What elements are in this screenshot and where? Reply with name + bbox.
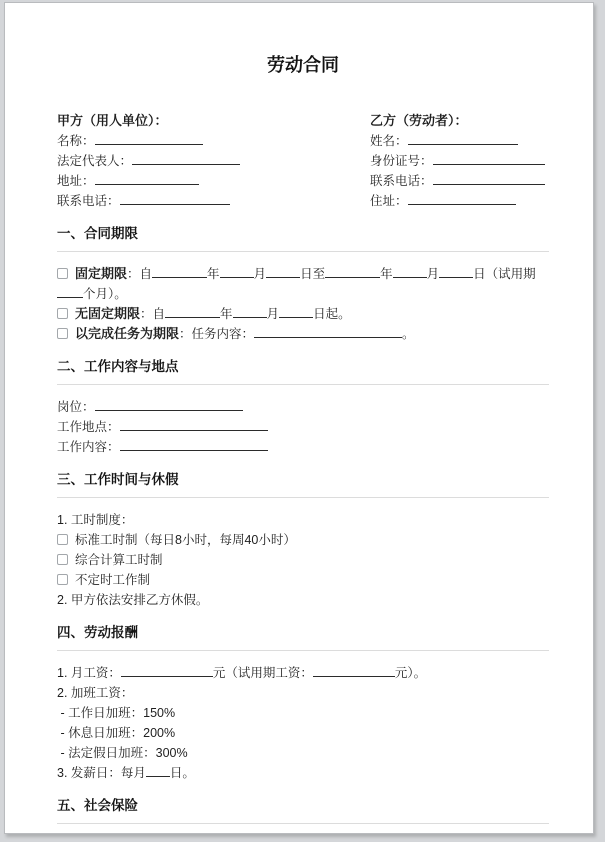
form-line: [57, 683, 549, 703]
section-body: [57, 385, 549, 457]
blank-underline[interactable]: [279, 305, 313, 318]
form-line: [370, 171, 549, 191]
blank-underline[interactable]: [439, 265, 473, 278]
label-text: 元（试用期工资：: [212, 666, 313, 680]
form-line: [57, 570, 549, 590]
label-text: - 法定假日加班：300%: [57, 746, 188, 760]
section-body: [57, 824, 549, 836]
label-text: 身份证号：: [370, 154, 433, 168]
party-b-column: [370, 111, 549, 211]
blank-underline[interactable]: [120, 418, 268, 431]
section-heading: 一、合同期限: [57, 226, 138, 241]
label-text: 联系电话：: [370, 174, 433, 188]
label-text: 日起。: [313, 307, 351, 321]
label-text: 姓名：: [370, 134, 408, 148]
form-line: [57, 397, 549, 417]
label-text: 综合计算工时制: [75, 553, 163, 567]
blank-underline[interactable]: [146, 764, 170, 777]
label-text: 岗位：: [57, 400, 95, 414]
form-line: [57, 131, 370, 151]
form-line: [57, 590, 549, 610]
label-text: ：自: [140, 307, 166, 321]
form-line: [57, 437, 549, 457]
form-line: [370, 191, 549, 211]
section-remuneration: [57, 624, 549, 783]
label-text: 法定代表人：: [57, 154, 133, 168]
label-text: 3. 发薪日：每月: [57, 766, 146, 780]
section-body: [57, 498, 549, 610]
form-line: [57, 171, 370, 191]
form-line: [370, 111, 549, 131]
parties-block: [57, 111, 549, 211]
label-text: 月: [253, 267, 267, 281]
checkbox-icon[interactable]: [57, 328, 68, 339]
label-text: 工作内容：: [57, 440, 120, 454]
blank-underline[interactable]: [220, 265, 254, 278]
checkbox-icon[interactable]: [57, 268, 68, 279]
form-line: [57, 763, 549, 783]
form-line: [57, 663, 549, 683]
form-line: [57, 723, 549, 743]
form-line: [57, 264, 549, 284]
form-line: [57, 111, 370, 131]
section-heading: 四、劳动报酬: [57, 625, 138, 640]
blank-underline[interactable]: [408, 192, 516, 205]
label-text: 元）。: [394, 666, 427, 680]
label-text: 个月）。: [83, 287, 127, 301]
label-text: 年: [207, 267, 220, 281]
form-line: [57, 324, 549, 344]
blank-underline[interactable]: [313, 664, 395, 677]
form-line: [57, 550, 549, 570]
checkbox-icon[interactable]: [57, 554, 68, 565]
label-text: 名称：: [57, 134, 95, 148]
label-text: 日（试用期: [473, 267, 536, 281]
checkbox-icon[interactable]: [57, 534, 68, 545]
label-text: 标准工时制（每日8小时，每周40小时）: [75, 533, 296, 547]
section-contract-term: [57, 225, 549, 344]
section-work-content: [57, 358, 549, 457]
label-text: 年: [220, 307, 233, 321]
blank-underline[interactable]: [433, 152, 545, 165]
form-line: [57, 743, 549, 763]
form-line: [57, 191, 370, 211]
label-text: ：自: [127, 267, 153, 281]
section-body: [57, 651, 549, 783]
label-text: 不定时工作制: [75, 573, 151, 587]
label-text: 2. 加班工资：: [57, 686, 134, 700]
label-text: 日至: [300, 267, 326, 281]
label-text: 。: [402, 327, 415, 341]
label-text: 地址：: [57, 174, 95, 188]
blank-underline[interactable]: [120, 438, 268, 451]
blank-underline[interactable]: [95, 132, 203, 145]
blank-underline[interactable]: [233, 305, 267, 318]
label-text: 日。: [169, 766, 195, 780]
blank-underline[interactable]: [433, 172, 545, 185]
party-a-column: [57, 111, 370, 211]
blank-underline[interactable]: [57, 285, 83, 298]
blank-underline[interactable]: [393, 265, 427, 278]
label-text: ：任务内容：: [179, 327, 255, 341]
blank-underline[interactable]: [120, 192, 230, 205]
label-bold: 甲方（用人单位）：: [57, 113, 168, 128]
label-text: 联系电话：: [57, 194, 120, 208]
checkbox-icon[interactable]: [57, 574, 68, 585]
document-title: 劳动合同: [267, 55, 339, 75]
blank-underline[interactable]: [152, 265, 207, 278]
blank-underline[interactable]: [95, 398, 243, 411]
form-line: [57, 510, 549, 530]
label-text: - 工作日加班：150%: [57, 706, 176, 720]
label-text: 1. 工时制度：: [57, 513, 134, 527]
label-bold: 以完成任务为期限: [75, 326, 180, 341]
label-bold: 固定期限: [75, 266, 128, 281]
blank-underline[interactable]: [266, 265, 300, 278]
blank-underline[interactable]: [121, 664, 213, 677]
form-line: [57, 417, 549, 437]
label-text: 工作地点：: [57, 420, 120, 434]
form-line: [370, 131, 549, 151]
blank-underline[interactable]: [408, 132, 518, 145]
section-heading: 二、工作内容与地点: [57, 359, 179, 374]
form-line: [370, 151, 549, 171]
form-line: [57, 703, 549, 723]
blank-underline[interactable]: [325, 265, 380, 278]
section-heading: 五、社会保险: [57, 798, 138, 813]
form-line: [57, 151, 370, 171]
label-bold: 无固定期限: [75, 306, 141, 321]
label-text: 2. 甲方依法安排乙方休假。: [57, 593, 209, 607]
label-text: 月: [266, 307, 280, 321]
label-text: 月: [426, 267, 440, 281]
section-body: [57, 252, 549, 344]
form-line: [57, 304, 549, 324]
label-text: 住址：: [370, 194, 408, 208]
form-line: [57, 530, 549, 550]
section-work-hours: [57, 471, 549, 610]
form-line: [57, 284, 549, 304]
blank-underline[interactable]: [254, 325, 402, 338]
blank-underline[interactable]: [165, 305, 220, 318]
document-page: [4, 2, 594, 834]
blank-underline[interactable]: [95, 172, 199, 185]
label-text: 年: [380, 267, 393, 281]
label-text: - 休息日加班：200%: [57, 726, 176, 740]
label-bold: 乙方（劳动者）：: [370, 113, 468, 128]
section-heading: 三、工作时间与休假: [57, 472, 179, 487]
blank-underline[interactable]: [132, 152, 240, 165]
section-social-insurance: [57, 797, 549, 836]
label-text: 1. 月工资：: [57, 666, 121, 680]
checkbox-icon[interactable]: [57, 308, 68, 319]
